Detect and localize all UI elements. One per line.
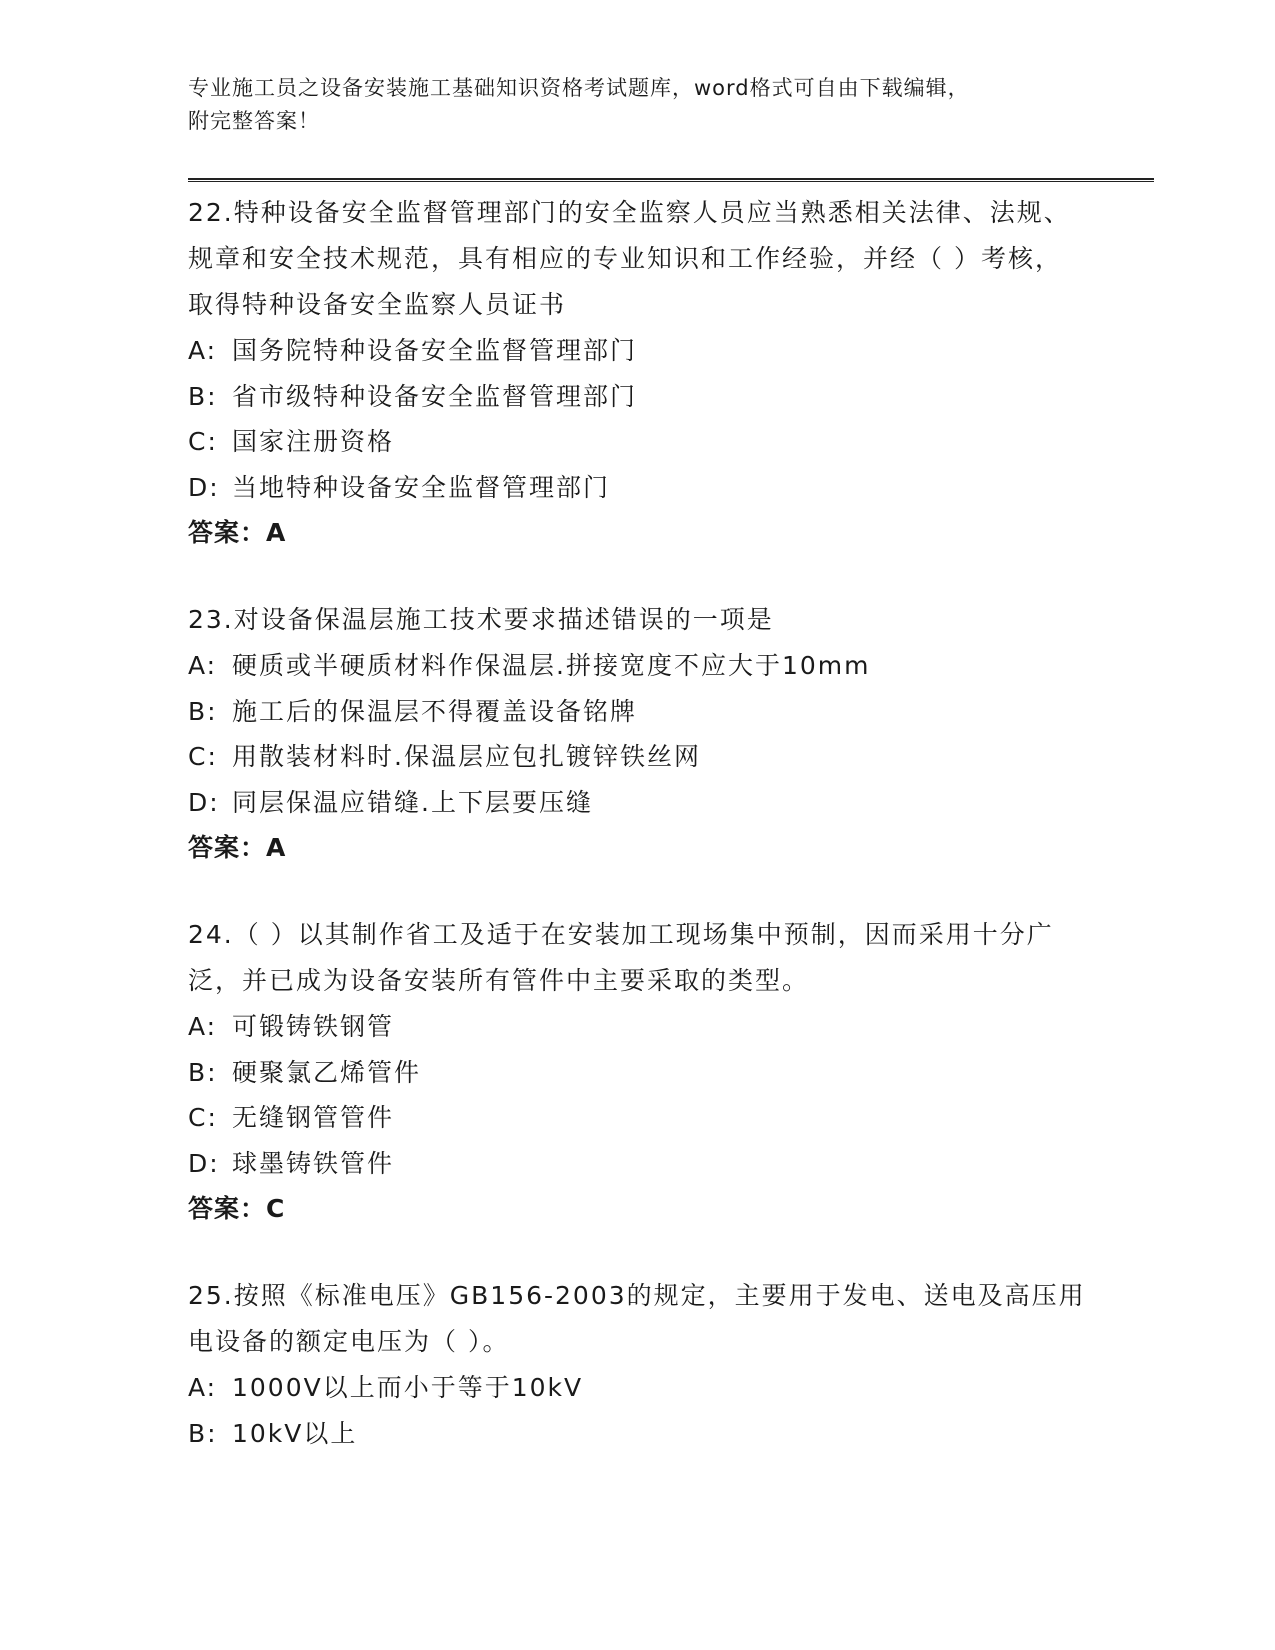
option-text: 10kV以上 (232, 1418, 358, 1448)
option-text: 国务院特种设备安全监督管理部门 (232, 336, 638, 365)
option-text: 当地特种设备安全监督管理部门 (232, 472, 611, 502)
question-stem: 22.特种设备安全监督管理部门的安全监察人员应当熟悉相关法律、法规、规章和安全技术规范，具有相应的专业知识和工作经验，并经（ ）考核，取得特种设备安全监察人员证书 (188, 198, 1071, 319)
option-b (188, 1411, 1088, 1457)
option-text: 施工后的保温层不得覆盖设备铭牌 (232, 696, 638, 726)
option-a (188, 328, 1088, 374)
answer-label: 答案：A (188, 833, 287, 862)
option-text: 硬质或半硬质材料作保温层.拼接宽度不应大于10mm (232, 651, 871, 680)
question-25 (188, 1273, 1088, 1456)
option-a (188, 1365, 1088, 1411)
option-b (188, 374, 1088, 420)
option-letter: C: (188, 1103, 218, 1132)
option-letter: C: (188, 427, 218, 456)
option-letter: A: (188, 1373, 218, 1402)
option-letter: B: (188, 381, 218, 411)
option-a (188, 643, 1088, 689)
option-text: 无缝钢管管件 (232, 1103, 395, 1132)
option-text: 可锻铸铁钢管 (232, 1012, 395, 1041)
option-text: 国家注册资格 (232, 427, 395, 456)
option-letter: A: (188, 336, 218, 365)
option-c (188, 734, 1088, 780)
header-line-1: 专业施工员之设备安装施工基础知识资格考试题库，word格式可自由下载编辑， (188, 76, 970, 100)
question-list (188, 190, 1088, 1497)
document-header (188, 72, 1088, 138)
option-letter: A: (188, 651, 218, 680)
header-divider (188, 178, 1154, 182)
option-letter: A: (188, 1012, 218, 1041)
option-letter: D: (188, 472, 220, 502)
option-letter: D: (188, 787, 220, 817)
option-d (188, 780, 1088, 826)
question-24 (188, 912, 1088, 1232)
option-a (188, 1004, 1088, 1050)
option-text: 1000V以上而小于等于10kV (232, 1373, 584, 1402)
option-letter: B: (188, 1418, 218, 1448)
option-text: 用散装材料时.保温层应包扎镀锌铁丝网 (232, 742, 701, 771)
option-c (188, 419, 1088, 465)
header-line-2: 附完整答案！ (188, 109, 320, 133)
option-b (188, 689, 1088, 735)
option-letter: B: (188, 696, 218, 726)
option-text: 同层保温应错缝.上下层要压缝 (232, 787, 593, 817)
option-letter: C: (188, 742, 218, 771)
question-22 (188, 190, 1088, 556)
option-letter: D: (188, 1148, 220, 1178)
option-d (188, 1141, 1088, 1187)
option-letter: B: (188, 1057, 218, 1087)
option-d (188, 465, 1088, 511)
answer-label: 答案：A (188, 518, 287, 547)
option-c (188, 1095, 1088, 1141)
question-stem: 25.按照《标准电压》GB156-2003的规定，主要用于发电、送电及高压用电设备的额定电压为（ ）。 (188, 1281, 1086, 1356)
option-b (188, 1050, 1088, 1096)
answer-label: 答案：C (188, 1194, 286, 1223)
option-text: 球墨铸铁管件 (232, 1148, 395, 1178)
question-stem: 24.（ ）以其制作省工及适于在安装加工现场集中预制，因而采用十分广泛，并已成为设备安装所有管件中主要采取的类型。 (188, 920, 1054, 995)
question-23 (188, 597, 1088, 871)
question-stem: 23.对设备保温层施工技术要求描述错误的一项是 (188, 605, 774, 634)
option-text: 硬聚氯乙烯管件 (232, 1057, 422, 1087)
option-text: 省市级特种设备安全监督管理部门 (232, 381, 638, 411)
